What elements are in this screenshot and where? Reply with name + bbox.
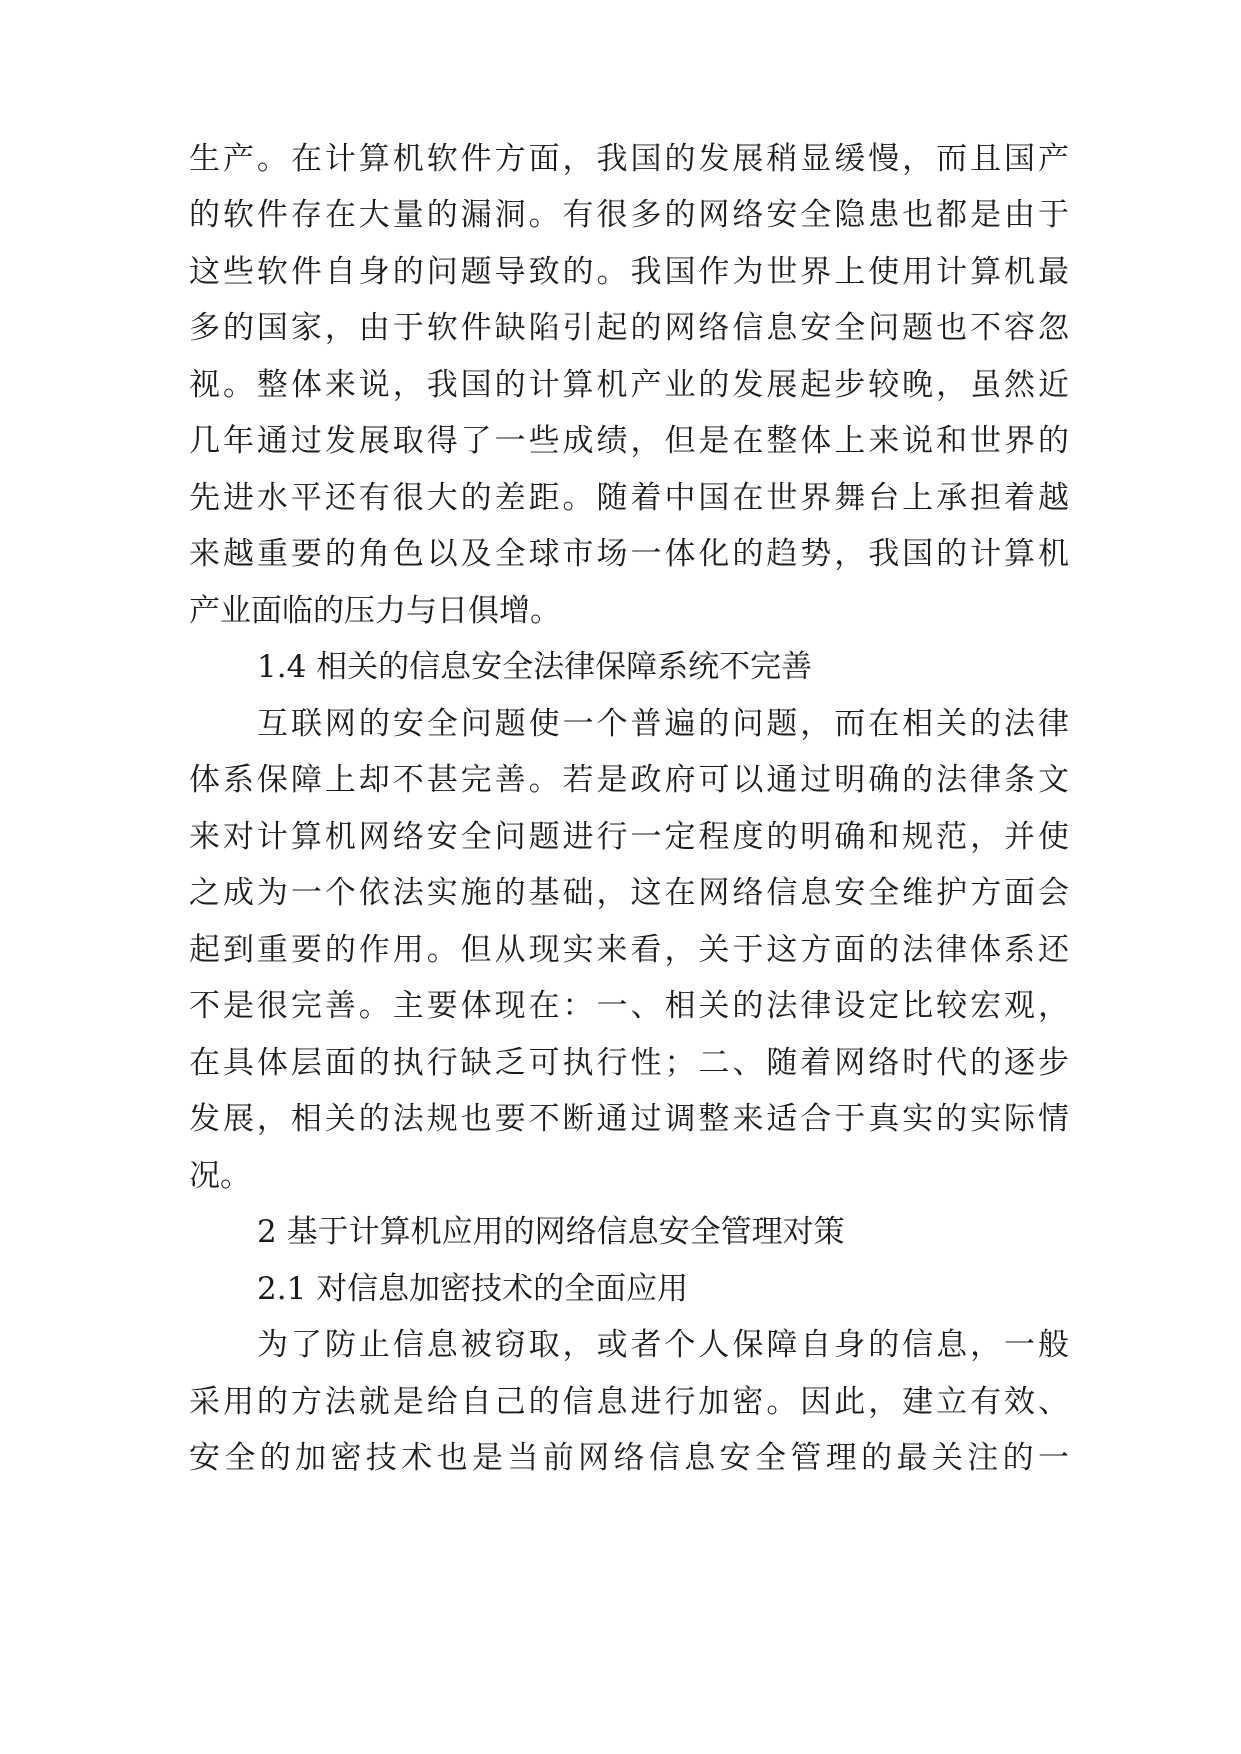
body-text-line: 为了防止信息被窃取，或者个人保障自身的信息，一般: [257, 1327, 1069, 1363]
body-text-line: 来对计算机网络安全问题进行一定程度的明确和规范，并使: [189, 819, 1069, 855]
section-heading: 1.4 相关的信息安全法律保障系统不完善: [257, 649, 813, 685]
body-text-line: 先进水平还有很大的差距。随着中国在世界舞台上承担着越: [189, 480, 1069, 516]
body-text-line: 几年通过发展取得了一些成绩，但是在整体上来说和世界的: [189, 423, 1069, 459]
body-text-line: 互联网的安全问题使一个普遍的问题，而在相关的法律: [257, 706, 1069, 742]
body-text-line: 的软件存在大量的漏洞。有很多的网络安全隐患也都是由于: [189, 197, 1069, 233]
body-text-line: 发展，相关的法规也要不断通过调整来适合于真实的实际情: [189, 1101, 1069, 1137]
body-text-line: 这些软件自身的问题导致的。我国作为世界上使用计算机最: [189, 254, 1069, 290]
body-text-line: 体系保障上却不甚完善。若是政府可以通过明确的法律条文: [189, 762, 1069, 798]
body-text-line: 不是很完善。主要体现在：一、相关的法律设定比较宏观，: [189, 988, 1069, 1024]
body-text-line: 产业面临的压力与日俱增。: [189, 593, 561, 629]
subsection-heading: 2.1 对信息加密技术的全面应用: [257, 1271, 689, 1307]
body-text-line: 生产。在计算机软件方面，我国的发展稍显缓慢，而且国产: [189, 141, 1069, 177]
body-text-line: 之成为一个依法实施的基础，这在网络信息安全维护方面会: [189, 875, 1069, 911]
body-text-line: 在具体层面的执行缺乏可执行性；二、随着网络时代的逐步: [189, 1045, 1069, 1081]
body-text-line: 来越重要的角色以及全球市场一体化的趋势，我国的计算机: [189, 536, 1069, 572]
body-text-line: 况。: [189, 1158, 251, 1194]
body-text-line: 起到重要的作用。但从现实来看，关于这方面的法律体系还: [189, 932, 1069, 968]
body-text-line: 多的国家，由于软件缺陷引起的网络信息安全问题也不容忽: [189, 310, 1069, 346]
section-heading: 2 基于计算机应用的网络信息安全管理对策: [257, 1214, 845, 1250]
body-text-line: 采用的方法就是给自己的信息进行加密。因此，建立有效、: [189, 1384, 1069, 1420]
body-text-line: 视。整体来说，我国的计算机产业的发展起步较晚，虽然近: [189, 367, 1069, 403]
body-text-line: 安全的加密技术也是当前网络信息安全管理的最关注的一: [189, 1440, 1069, 1476]
